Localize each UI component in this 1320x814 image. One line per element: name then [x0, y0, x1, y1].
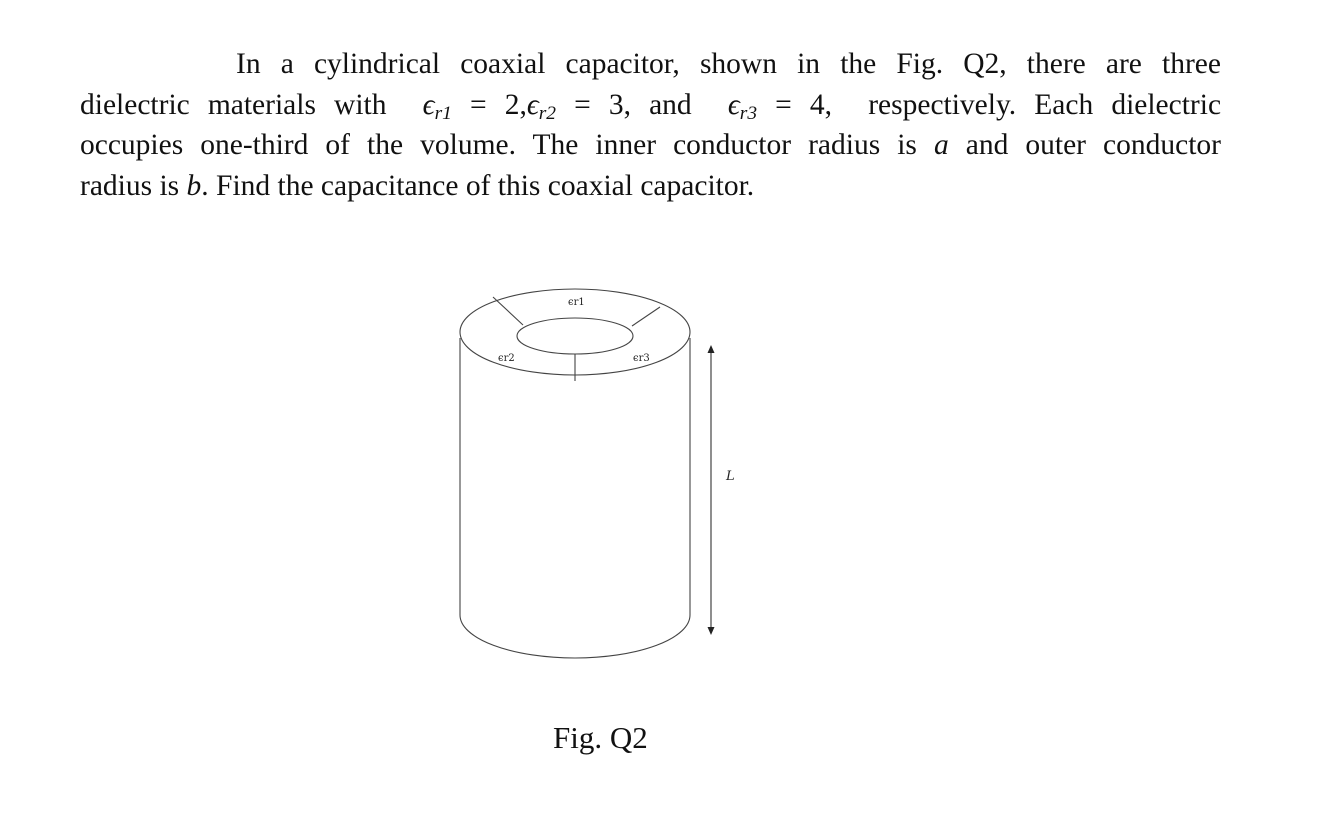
text-respectively: respectively. Each dielectric	[868, 88, 1222, 121]
coaxial-capacitor-diagram	[440, 270, 760, 670]
problem-line-4	[80, 166, 1221, 207]
label-er1: ϵr1	[568, 297, 585, 308]
problem-line-3	[80, 125, 1221, 166]
epsilon-symbol-3: ϵ	[727, 88, 740, 121]
inner-conductor-ellipse	[517, 318, 633, 354]
text-outer-conductor: and outer conductor	[965, 129, 1222, 161]
length-dimension-arrow	[708, 345, 715, 635]
problem-line-2	[80, 85, 1221, 126]
text-radius-is: radius is	[80, 169, 180, 202]
value-eps-r1: = 2,	[469, 88, 527, 121]
variable-a: a	[933, 129, 949, 161]
epsilon-symbol-2: ϵ	[526, 88, 539, 121]
label-er3: ϵr3	[633, 353, 650, 364]
subscript-r2: r2	[538, 102, 557, 124]
epsilon-symbol-1: ϵ	[422, 88, 435, 121]
figure-caption: Fig. Q2	[553, 720, 648, 755]
text-occupies: occupies one-third of the volume. The inner conductor radius is	[80, 129, 917, 161]
value-eps-r2: = 3, and	[574, 88, 692, 121]
variable-b: b	[186, 169, 202, 202]
problem-statement	[80, 44, 1221, 206]
text-dielectric-materials: dielectric materials with	[80, 88, 387, 121]
subscript-r3: r3	[739, 102, 758, 124]
subscript-r1: r1	[434, 102, 452, 124]
divider-line-right	[632, 307, 660, 326]
label-er2: ϵr2	[498, 353, 515, 364]
problem-line-1: In a cylindrical coaxial capacitor, shown in the Fig. Q2, there are three	[236, 48, 1221, 80]
value-eps-r3: = 4,	[775, 88, 833, 121]
divider-line-left	[493, 297, 523, 325]
text-find-capacitance: . Find the capacitance of this coaxial capacitor.	[201, 169, 755, 202]
coaxial-capacitor-figure	[440, 270, 760, 670]
cylinder-body	[460, 338, 690, 658]
label-length: L	[726, 469, 735, 484]
